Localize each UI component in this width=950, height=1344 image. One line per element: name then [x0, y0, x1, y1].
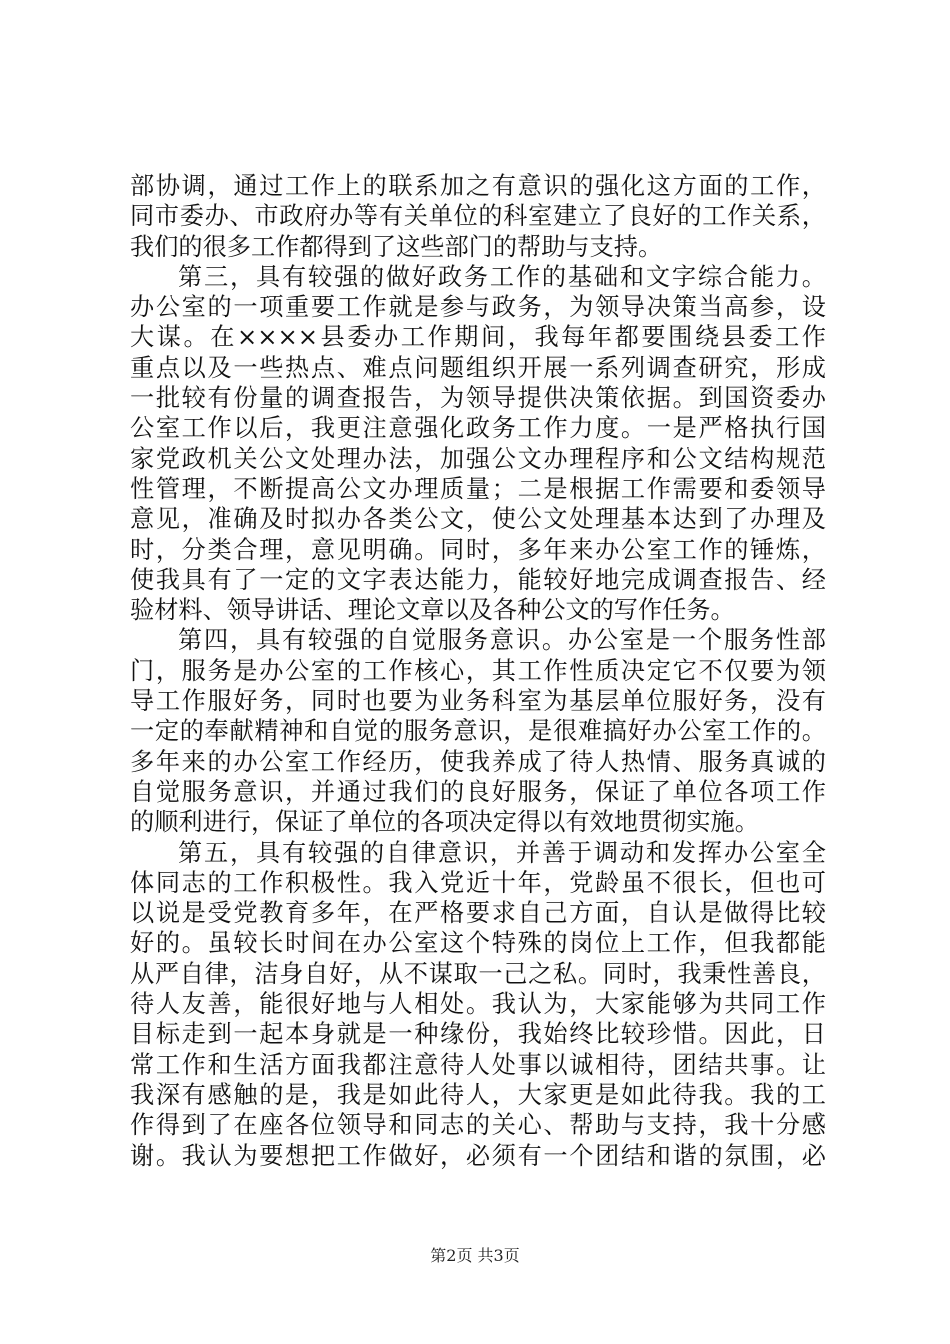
text-line: 的顺利进行，保证了单位的各项决定得以有效地贯彻实施。 — [130, 808, 759, 837]
text-line: 从严自律，洁身自好，从不谋取一己之私。同时，我秉性善良， — [130, 959, 826, 988]
text-line: 大谋。在××××县委办工作期间，我每年都要围绕县委工作 — [130, 323, 826, 352]
text-line: 一批较有份量的调查报告，为领导提供决策依据。到国资委办 — [130, 384, 826, 413]
text-line: 作得到了在座各位领导和同志的关心、帮助与支持，我十分感 — [130, 1111, 826, 1140]
text-line: 以说是受党教育多年，在严格要求自己方面，自认是做得比较 — [130, 899, 826, 928]
text-line: 好的。虽较长时间在办公室这个特殊的岗位上工作，但我都能 — [130, 929, 826, 958]
text-line: 门，服务是办公室的工作核心，其工作性质决定它不仅要为领 — [130, 656, 826, 685]
page-number-footer: 第2页 共3页 — [430, 1246, 520, 1265]
text-line: 我深有感触的是，我是如此待人，大家更是如此待我。我的工 — [130, 1080, 826, 1109]
text-line: 公室工作以后，我更注意强化政务工作力度。一是严格执行国 — [130, 414, 826, 443]
text-line: 多年来的办公室工作经历，使我养成了待人热情、服务真诚的 — [130, 747, 826, 776]
text-line: 重点以及一些热点、难点问题组织开展一系列调查研究，形成 — [130, 353, 826, 382]
text-line: 同市委办、市政府办等有关单位的科室建立了良好的工作关系， — [130, 202, 826, 231]
paragraph-first-line: 第四，具有较强的自觉服务意识。办公室是一个服务性部 — [178, 626, 826, 655]
text-line: 办公室的一项重要工作就是参与政务，为领导决策当高参，设 — [130, 293, 826, 322]
text-line: 验材料、领导讲话、理论文章以及各种公文的写作任务。 — [130, 596, 735, 625]
text-line: 部协调，通过工作上的联系加之有意识的强化这方面的工作， — [130, 172, 826, 200]
text-line: 性管理，不断提高公文办理质量；二是根据工作需要和委领导 — [130, 474, 826, 503]
text-line: 常工作和生活方面我都注意待人处事以诚相待，团结共事。让 — [130, 1050, 826, 1079]
text-line: 我们的很多工作都得到了这些部门的帮助与支持。 — [130, 232, 663, 261]
paragraph-first-line: 第五，具有较强的自律意识，并善于调动和发挥办公室全 — [178, 838, 826, 867]
paragraph-first-line: 第三，具有较强的做好政务工作的基础和文字综合能力。 — [178, 262, 826, 291]
text-line: 使我具有了一定的文字表达能力，能较好地完成调查报告、经 — [130, 565, 826, 594]
text-line: 谢。我认为要想把工作做好，必须有一个团结和谐的氛围，必 — [130, 1141, 826, 1170]
text-line: 家党政机关公文处理办法，加强公文办理程序和公文结构规范 — [130, 444, 826, 473]
document-body — [130, 171, 826, 1171]
text-line: 意见，准确及时拟办各类公文，使公文处理基本达到了办理及 — [130, 505, 826, 534]
text-line: 目标走到一起本身就是一种缘份，我始终比较珍惜。因此，日 — [130, 1020, 826, 1049]
text-line: 时，分类合理，意见明确。同时，多年来办公室工作的锤炼， — [130, 535, 826, 564]
text-line: 导工作服好务，同时也要为业务科室为基层单位服好务，没有 — [130, 687, 826, 716]
text-line: 待人友善，能很好地与人相处。我认为，大家能够为共同工作 — [130, 990, 826, 1019]
text-line: 一定的奉献精神和自觉的服务意识，是很难搞好办公室工作的。 — [130, 717, 826, 746]
text-line: 自觉服务意识，并通过我们的良好服务，保证了单位各项工作 — [130, 777, 826, 806]
text-line: 体同志的工作积极性。我入党近十年，党龄虽不很长，但也可 — [130, 868, 826, 897]
